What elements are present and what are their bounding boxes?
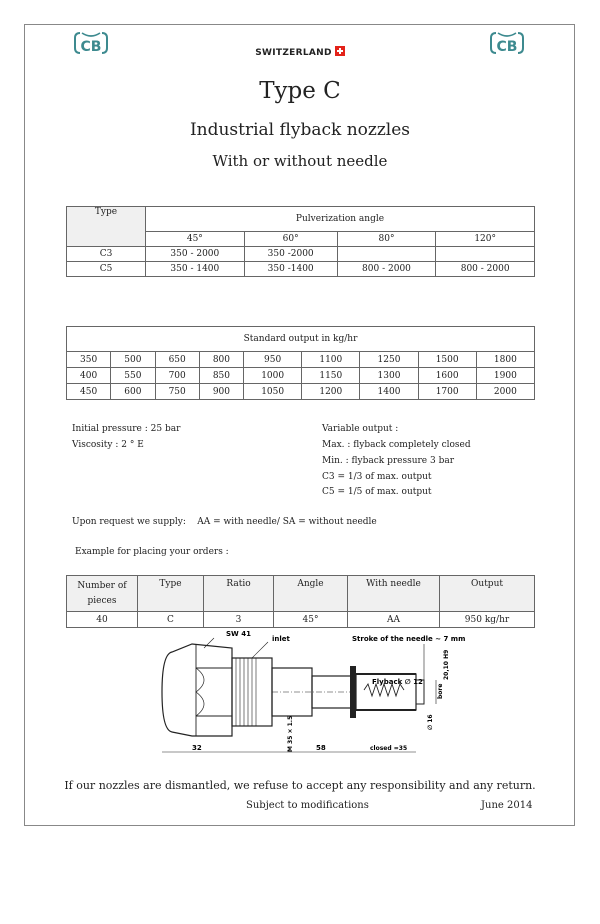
cell: 350 -2000: [244, 247, 337, 262]
cell: 950: [244, 352, 302, 368]
order-table: [66, 575, 535, 628]
subtitle-needle: With or without needle: [212, 152, 388, 170]
cell: 550: [111, 368, 155, 384]
output-table: [66, 326, 535, 400]
country-text: SWITZERLAND: [255, 48, 332, 58]
logo-text: CB: [496, 39, 518, 55]
cell: 900: [199, 384, 243, 400]
col-type: Type: [138, 576, 204, 612]
c3-ratio: C3 = 1/3 of max. output: [322, 472, 432, 482]
cell: 350 - 2000: [146, 247, 245, 262]
cell: 800 - 2000: [436, 262, 535, 277]
col-number-of-pieces: Number of pieces: [67, 576, 138, 612]
cell: 45°: [274, 612, 348, 628]
label-flyback: Flyback ∅ 12: [372, 678, 423, 686]
table-row: [67, 352, 535, 368]
variable-output: Variable output :: [322, 424, 399, 434]
angle-header: 80°: [337, 232, 436, 247]
cell: 1900: [476, 368, 534, 384]
logo-text: CB: [80, 39, 102, 55]
nozzle-drawing: [152, 624, 472, 764]
angle-header: 60°: [244, 232, 337, 247]
cell: 2000: [476, 384, 534, 400]
angle-header: 120°: [436, 232, 535, 247]
col-angle: Angle: [274, 576, 348, 612]
label-closed: closed =35: [370, 745, 408, 752]
cell: 850: [199, 368, 243, 384]
label-16: ∅ 16: [427, 714, 434, 730]
cell: 1700: [418, 384, 476, 400]
cell: C: [138, 612, 204, 628]
cell: 400: [67, 368, 111, 384]
col-type-header: Type: [67, 207, 146, 247]
cell: 1250: [360, 352, 418, 368]
order-example: Example for placing your orders :: [75, 547, 229, 557]
cell: 1800: [476, 352, 534, 368]
cell: 1100: [302, 352, 360, 368]
cell: 350 - 1400: [146, 262, 245, 277]
col-output: Output: [440, 576, 535, 612]
label-32: 32: [192, 744, 202, 752]
cell: 1050: [244, 384, 302, 400]
cell: 500: [111, 352, 155, 368]
table-row: [67, 262, 535, 277]
disclaimer: If our nozzles are dismantled, we refuse to accept any responsibility and any return.: [64, 779, 536, 792]
cell: 1200: [302, 384, 360, 400]
max-output: Max. : flyback completely closed: [322, 440, 471, 450]
cell: 1150: [302, 368, 360, 384]
min-output: Min. : flyback pressure 3 bar: [322, 456, 455, 466]
label-sw: SW 41: [226, 630, 251, 638]
label-58: 58: [316, 744, 326, 752]
cell: 950 kg/hr: [440, 612, 535, 628]
cell: 650: [155, 352, 199, 368]
label-bore: bore: [437, 683, 444, 699]
viscosity: Viscosity : 2 ° E: [72, 440, 144, 450]
cell: [337, 247, 436, 262]
country-label: [0, 46, 600, 58]
label-inlet: inlet: [272, 635, 290, 643]
table-row: [67, 247, 535, 262]
label-stroke: Stroke of the needle ~ 7 mm: [352, 635, 466, 643]
cell: 40: [67, 612, 138, 628]
subtitle-product: Industrial flyback nozzles: [189, 120, 411, 140]
cell: 750: [155, 384, 199, 400]
cell: 3: [204, 612, 274, 628]
angle-header: 45°: [146, 232, 245, 247]
cell: 600: [111, 384, 155, 400]
table-row: [67, 368, 535, 384]
swiss-flag-icon: [335, 46, 345, 56]
cell: [436, 247, 535, 262]
footer-modifications: Subject to modifications: [246, 800, 369, 811]
output-header: Standard output in kg/hr: [67, 327, 535, 352]
cell: C5: [67, 262, 146, 277]
cell: 800: [199, 352, 243, 368]
angle-table: [66, 206, 535, 277]
cell: 1500: [418, 352, 476, 368]
table-row: [67, 384, 535, 400]
cell: AA: [348, 612, 440, 628]
label-thread: M 35 × 1.5: [287, 715, 294, 752]
cell: 450: [67, 384, 111, 400]
cell: 350 -1400: [244, 262, 337, 277]
cell: 1400: [360, 384, 418, 400]
cell: 700: [155, 368, 199, 384]
c5-ratio: C5 = 1/5 of max. output: [322, 487, 432, 497]
cell: 1600: [418, 368, 476, 384]
page-title: Type C: [259, 78, 341, 104]
col-angle-header: Pulverization angle: [146, 207, 535, 232]
initial-pressure: Initial pressure : 25 bar: [72, 424, 181, 434]
col-with-needle: With needle: [348, 576, 440, 612]
label-2010: 20,10 H9: [443, 649, 450, 680]
cell: 1300: [360, 368, 418, 384]
cell: C3: [67, 247, 146, 262]
cell: 350: [67, 352, 111, 368]
cell: 800 - 2000: [337, 262, 436, 277]
cell: 1000: [244, 368, 302, 384]
col-ratio: Ratio: [204, 576, 274, 612]
supply-note: Upon request we supply: AA = with needle/ SA = without needle: [72, 517, 377, 527]
footer-date: June 2014: [481, 800, 533, 811]
